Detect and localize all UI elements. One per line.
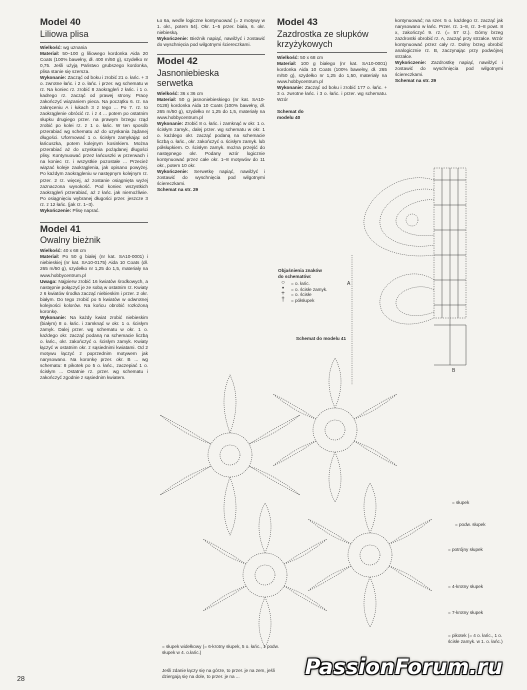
model-43-name-1: Zazdrostka ze słupków <box>277 28 369 39</box>
divider <box>277 52 387 53</box>
label-slupek: = słupek <box>452 500 470 505</box>
model-43-right-column <box>395 18 503 85</box>
model-42-size: Wielkość: 36 x 36 cm <box>157 90 204 96</box>
model-42-title: Model 42 <box>157 56 198 68</box>
model-43-finish: Wykończenie: Zazdrostkę napiąć, nawilżyć i zostawić do wyschnięcia pod wilgotnymi ściereczkami. <box>395 60 503 78</box>
divider <box>157 54 265 55</box>
schema-41-label: Schemat do modelu 41 <box>296 336 347 341</box>
legend-title-2: do schematów: <box>278 273 312 279</box>
model-43-size: Wielkość: 50 x 68 cm <box>277 54 324 60</box>
legend-item: + = o. ścisłe <box>281 291 312 298</box>
label-7-krotny-slupek: = 7-krotny słupek <box>448 610 484 615</box>
model-42-finish: Wykończenie: Serwetkę napiąć, nawilżyć i zostawić do wyschnięcia pod wilgotnymi ściereczkami. <box>157 169 265 187</box>
model-40-finish: Wykończenie: Plisę naprać. <box>40 207 100 213</box>
model-41-material: Materiał: Po 50 g białej (nr kat. SA10-0001) i niebieskiej (nr kat. SA10-0175) Aida 10 Coats (dł. 265 m/50 g), szydełko nr 1,25 do 1,5, materiały na www.hobbycentrum.pl <box>40 254 148 278</box>
label-pikotek: = pikotek (= 4 o. łańc., 1 o. ścisłe zamyk. w 1. o. łańc.) <box>448 633 503 644</box>
legend-item: • = o. ścisłe zamyk. <box>281 285 328 292</box>
model-43-continuation: kontynuować; na szer. 5 o. każdego rz. zacząć jak narysowano w łańc. Przer. rz. 1–8, rz. 3–8 powt. 8 x, zakończyć 9. rz. (= 57 rz.). Górny brzeg zazdrostki obrobić rz. A, zacząć przy strzałce. Wzór kontynuować przez cały rz. Dolny brzeg obrobić analogicznie rz. B, zaczynając przy podwójnej strzałce. <box>395 18 503 60</box>
legend-title-1: Objaśnienia znaków <box>278 268 322 273</box>
watermark-text: PassionForum.ru <box>305 655 503 679</box>
model-40-size: Wielkość: wg uznania <box>40 44 87 50</box>
model-43-schema-ref: Schemat na str. 29 <box>395 78 437 84</box>
crochet-chart-model-41 <box>150 345 460 675</box>
model-41-execution: Wykonanie: Na każdy kwiat zrobić niebieskim (białym) 8 o. łańc. i zamknąć w okr. 1 o. ścisłym zamyk. Dalej przer. wg schematu w okr. 1 o. każdego okr. zacząć podaną na schemacie liczbą o. łańc., okr. zakończyć o. ścisłym zamyk. Kwiaty łączyć w ostatnim okr. z sąsiednimi kwiatami. Od 2 motywu łączyć z poprzednim motywem jak narysowano. Na koronkę przer. okr. B ... wg schematu: 8 pikotek po 5 o. łańc., zaczepiać 1 o. ścisłym ... Ostatnie rz. przer. wg schematu i zakończyć zgodnie z sąsiednim kwiatem. <box>40 314 148 381</box>
legend-item: ○ = o. łańc. <box>281 280 310 287</box>
label-potrojny-slupek: = potrójny słupek <box>448 547 483 552</box>
model-42-execution: Wykonanie: Zrobić 8 o. łańc. i zamknąć w okr. 1 o. ścisłym zamyk., dalej przer. wg schematu w okr. 1 o. każdego okr. zacząć podaną na schemacie liczbą o. łańc., okr. zakończyć o. ścisłym zamyk. lub półsłupkiem. O. ścisłym zamyk. można przejść do następnego okr. Podany wzór logicznie kontynuować przez całe okr. 1–8 motywów do 11 okr., potem 10 okr. <box>157 120 265 169</box>
model-42-name-2: serwetka <box>157 77 194 88</box>
chart-label-a: A <box>347 281 351 287</box>
schema-40-label-1: Schemat do <box>277 108 304 114</box>
model-43-column <box>277 18 387 121</box>
model-41-continuation: Ło 6a, wedle logiczne kontynuować (= 2 motywy w 1. okr., potem 54). Okr. 1–5 przer. biała, 6. okr. niebieską. <box>157 18 265 36</box>
label-4-krotny-slupek: = 4-krotny słupek <box>448 584 484 589</box>
label-slupek-widelkowy: = słupek widełkowy (= 6-krotny słupek, 5 o. łańc., 1 podw. słupek w 4. o.łańc.) <box>162 644 279 655</box>
schema-40-label-2: modelu 40 <box>277 114 301 120</box>
model-42-schema-ref: Schemat na str. 29 <box>157 187 199 193</box>
divider <box>40 222 148 223</box>
legend-item: † = półsłupek <box>281 296 315 303</box>
model-43-execution: Wykonanie: Zacząć od boku i zrobić 177 o. łańc. + 3 o. zwrotne łańc. i 3 o. łańc. i przer. wg schematu. Wzór <box>277 84 387 102</box>
model-43-name-2: krzyżykowych <box>277 38 333 49</box>
model-43-title: Model 43 <box>277 17 318 28</box>
label-podwojny-slupek: = podw. słupek <box>455 522 486 527</box>
model-40-title: Model 40 <box>40 17 81 28</box>
model-42-material: Materiał: 50 g jasnoniebieskiego (nr kat. SA10-0128) kordonka Aida 10 Coats (100% bawełny, dł. 265 m/50 g), szydełko nr 1,25 do 1,5, materiały na www.hobbycentrum.pl <box>157 96 265 120</box>
divider <box>40 42 148 43</box>
page-number: 28 <box>17 676 25 683</box>
model-40-column <box>40 18 148 381</box>
model-42-column <box>157 18 265 194</box>
model-41-note: Uwaga: Najpierw zrobić 16 kwiatów środkowych, a następnie połączyć je ze sobą w ostatnim rz. Kwiaty z 6 kwiatów środka zacząć niebieskim i przer. 2 okr. białym. Do tego zrobić po 5 kwiatów w odwrotnej kolejności kolorów. Na końcu obrobić rozłożoną koronkę. <box>40 278 148 314</box>
model-40-material: Materiał: 50–100 g liliowego kordonka Aida 20 Coats (100% bawełny, dł. 400 m/50 g), szydełko nr 0,75. Jeśli użyją Państwo grubszego kordonka, plisa stanie się szersza. <box>40 50 148 74</box>
chart-label-b: B <box>452 368 456 374</box>
model-43-material: Materiał: 100 g białego (nr kat. SA10-0001) kordonka Aida 10 Coats (100% bawełny, dł. 265 m/50 g), szydełko nr 1,25 do 1,50, materiały na www.hobbycentrum.pl <box>277 60 387 84</box>
model-40-execution: Wykonanie: Zacząć od boku i zrobić 21 o. łańc. + 3 o. zwrotne łańc. i 2 o. łańc. i przer. wg schematu w rz. Na koniec rz. zrobić 8 zaokrągleń z łańc. i 1 o. kadrego rz. zacząć od prawej strony. Pracę zakończyć wiązaniem pieca. Na początku 6. rz. na zakręceniu A i łukach 3 z tego ... Po 7. rz. to zaokrąglenie obrócić rz. i z 4 ... potem po ostatnim słupku drugiego przer. na prawym brzegu rząd zrobić po kolei rz. z 1 o. łańc. W ten sposób przerabiać wg schematu aż do uzyskania żądanej długości. Uformować 1 o. ścisłym zamykając od łańcuszka, potem kolejnym kosinkiem. Można przerabiać aż do uzyskania pożądanej długości plisy. Kontynuować przez łańcuszki w przerwach i na koniec rz. i wszystkie pozostałe ... Przecież wiązać koleje zaokrąglenia, jak opisano powyżej. Po każdym zaokrągleniu w następnym kolejnym rz. przer. 2 rz. więcej, aż zostanie osiągnięta wyżej zaznaczona wysokość. Pod koniec wszystkich zaokrągleń przerabiać, aż z łańc. jak niemożliwie. Po osiągnięciu wybranej długości przer. jeszcze 3 rz. z 12 łańc. (jak rz. 1–3). <box>40 74 148 207</box>
bottom-note: Jeśli zdanie łączy się na górze, to przer. je na zem, jeśli dziergają się na dole, to przer. je na ... <box>162 668 275 679</box>
model-41-name: Owalny bieżnik <box>40 235 101 246</box>
model-41-size: Wielkość: 40 x 68 cm <box>40 248 87 254</box>
model-41-title: Model 41 <box>40 223 81 235</box>
model-42-name-1: Jasnoniebieska <box>157 67 220 78</box>
model-41-finish: Wykończenie: Bieżnik napiąć, nawilżyć i zostawić do wyschnięcia pod wilgotnymi ściereczkami. <box>157 36 265 48</box>
model-40-name: Liliowa plisa <box>40 28 89 39</box>
